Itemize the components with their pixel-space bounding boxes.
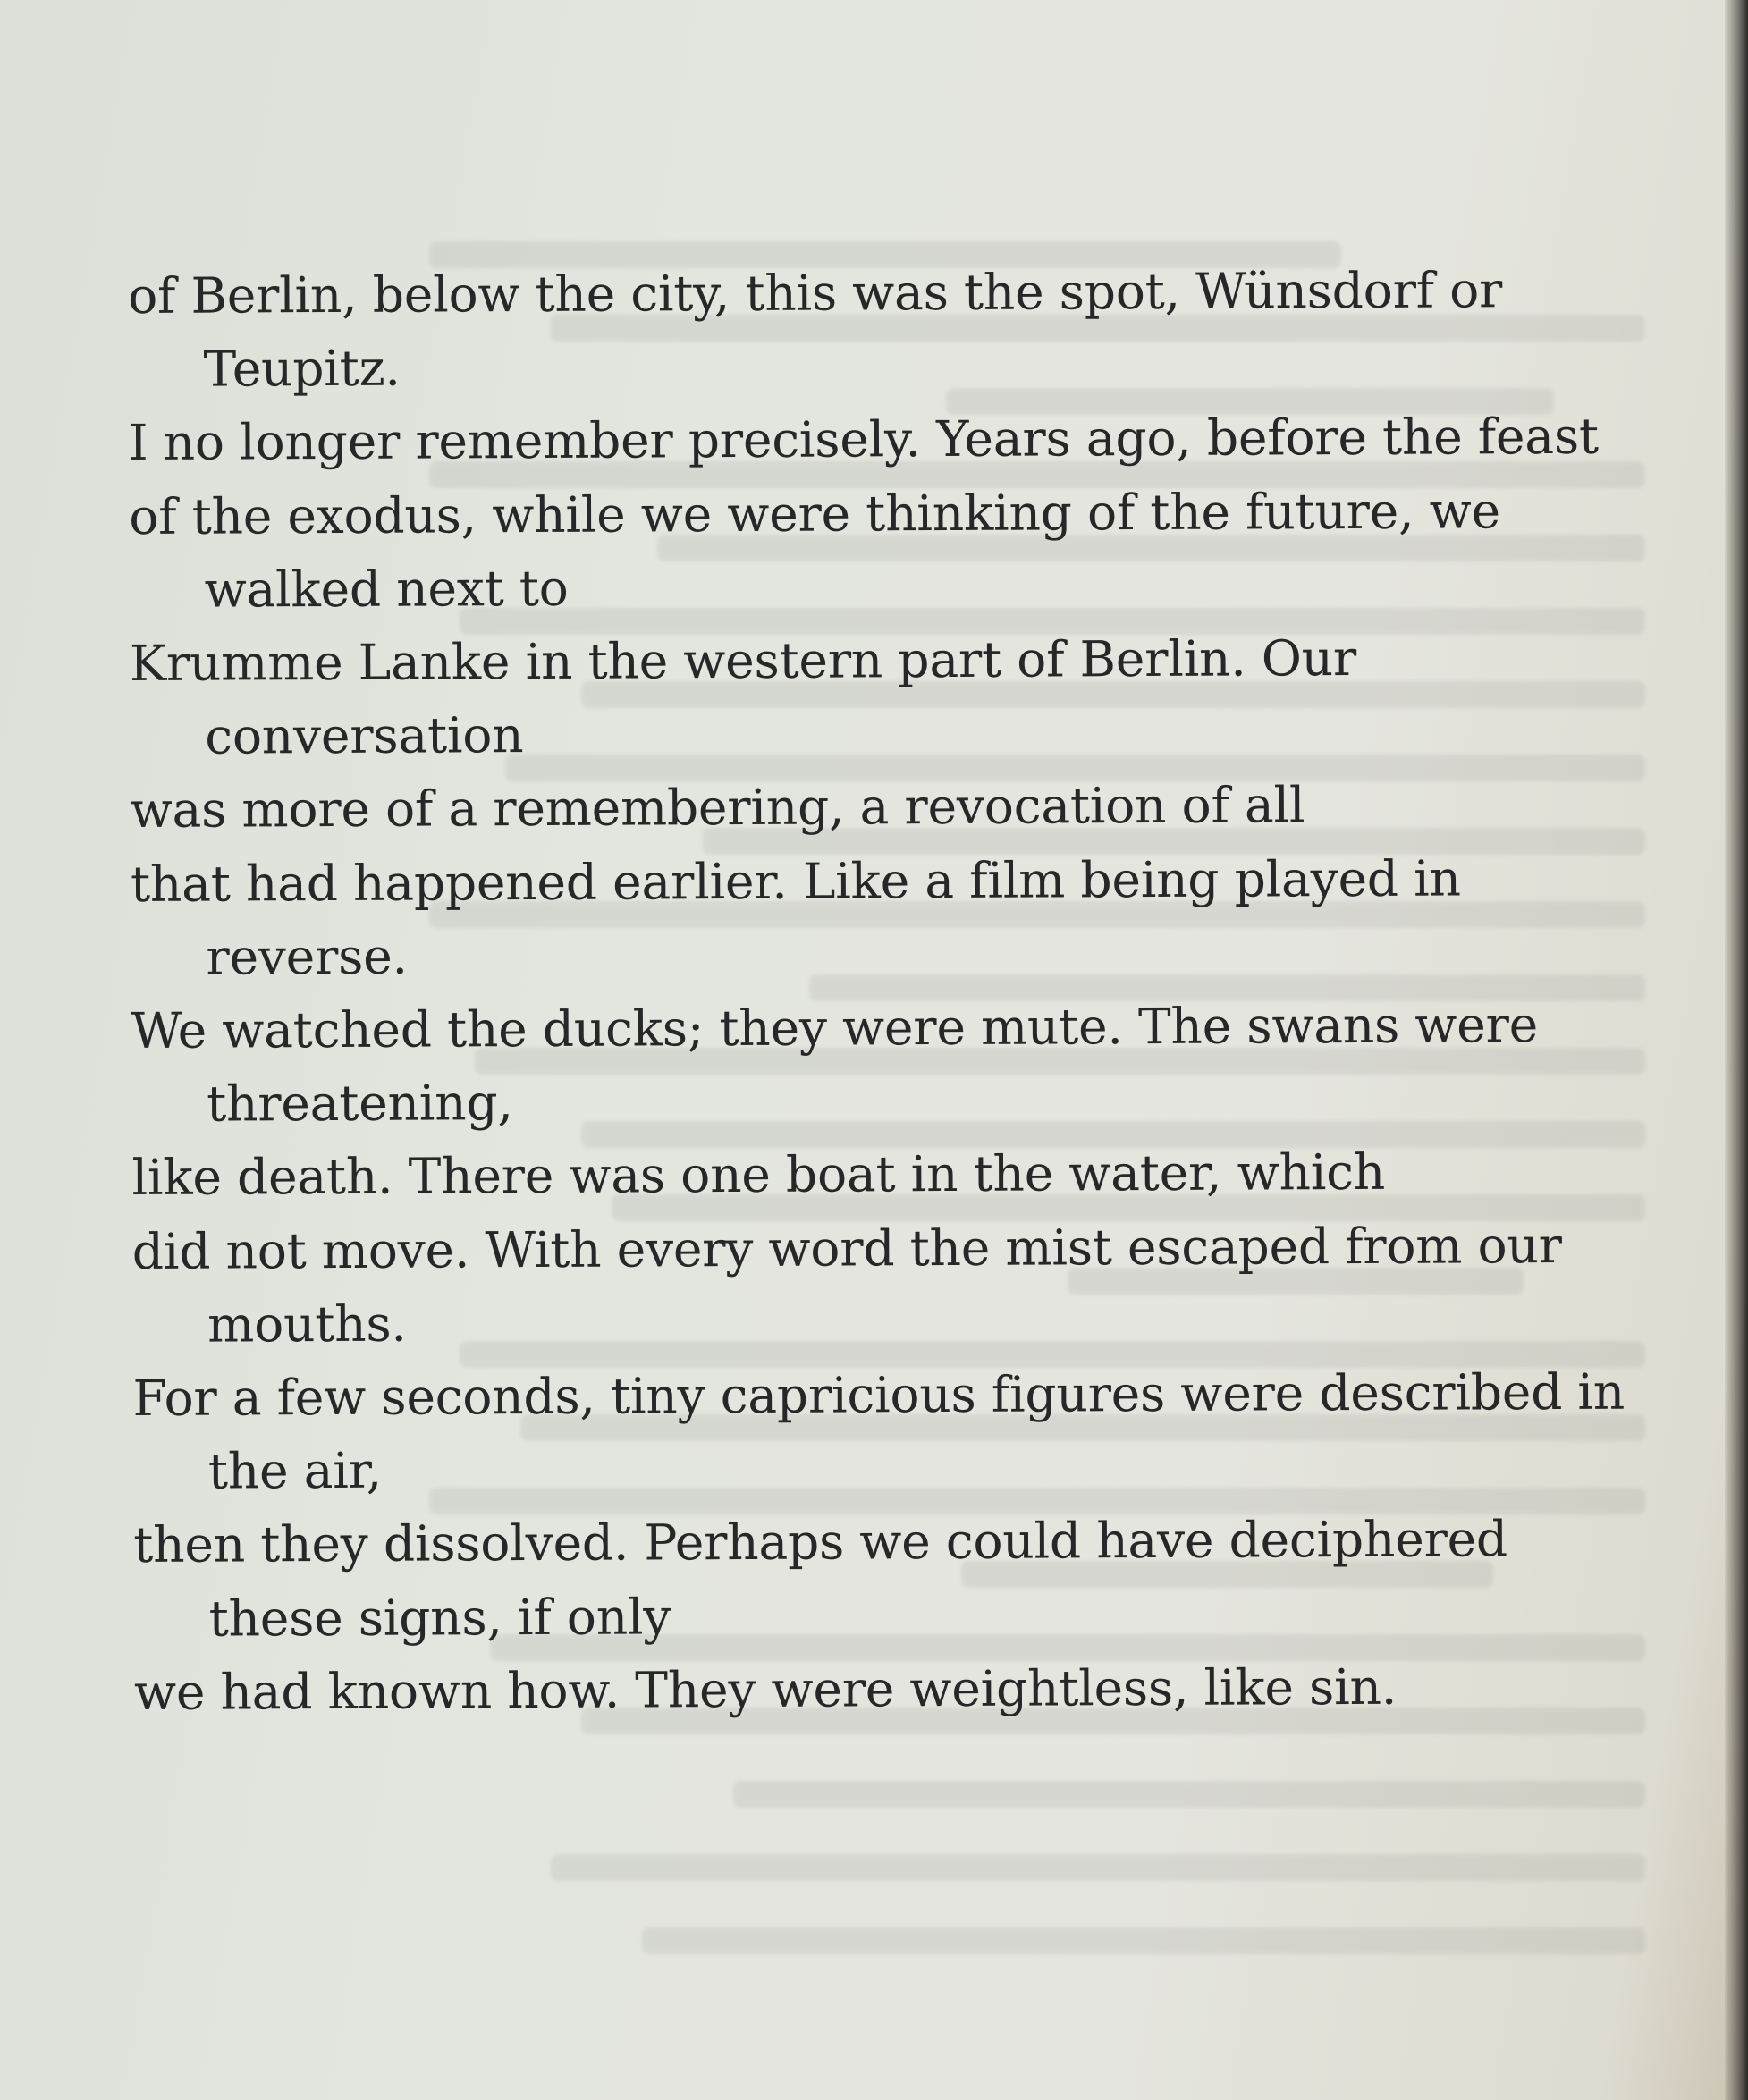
poem-line: I no longer remember precisely. Years ago, before the feast: [128, 408, 1599, 472]
poem-line: was more of a remembering, a revocation of all: [130, 776, 1305, 839]
poem-line: we had known how. They were weightless, like sin.: [133, 1657, 1398, 1721]
poem-line-continuation: conversation: [205, 706, 524, 765]
poem-line: We watched the ducks; they were mute. The swans were: [131, 996, 1539, 1060]
page-edge-shadow: [1725, 0, 1748, 2100]
poem-line-continuation: walked next to: [204, 559, 569, 619]
poem-line-continuation: reverse.: [206, 927, 408, 986]
poem-line: like death. There was one boat in the water, which: [131, 1143, 1386, 1207]
poem-line: that had happened earlier. Like a film being played in: [130, 849, 1461, 913]
poem-line-continuation: threatening,: [206, 1074, 513, 1133]
poem-line-continuation: Teupitz.: [203, 339, 401, 398]
poem-text: [128, 252, 1672, 1729]
poem-line: For a few seconds, tiny capricious figures were described in: [132, 1362, 1626, 1428]
poem-line-continuation: these signs, if only: [208, 1588, 671, 1648]
poem-line: Krumme Lanke in the western part of Berlin. Our: [129, 629, 1357, 693]
poem-line: did not move. With every word the mist escaped from our: [131, 1216, 1562, 1280]
poem-line-continuation: the air,: [207, 1442, 383, 1500]
poem-line: of the exodus, while we were thinking of the future, we: [129, 481, 1500, 545]
poem-line: of Berlin, below the city, this was the spot, Wünsdorf or: [128, 261, 1503, 325]
poem-line-continuation: mouths.: [207, 1295, 407, 1354]
poem-line: then they dissolved. Perhaps we could have deciphered: [133, 1510, 1508, 1574]
